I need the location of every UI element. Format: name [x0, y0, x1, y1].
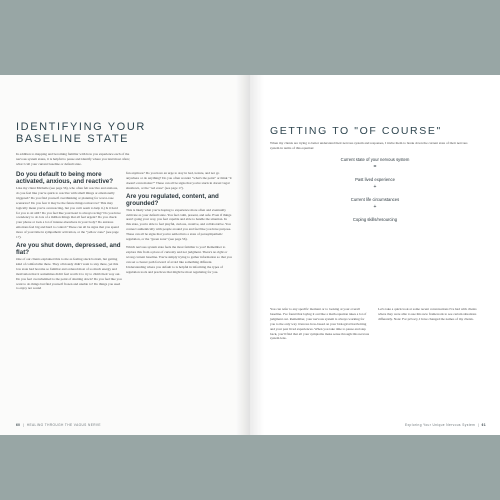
equation-operator-plus-2: + [373, 204, 377, 210]
running-title-left: HEALING THROUGH THE VAGUS NERVE [26, 423, 101, 427]
right-column-1-paragraph: You can refer to any specific moment or to looking at your overall baseline. I've found that laying it out like a math equation takes a lot of judgment out. Remember, your nervous system is always working for you to the only way it knows how-based on your biological hardwiring and your past lived experiences. When you take time to pause and step back, you'll find that all your symptoms make sense through this nervous system lens. [270, 307, 370, 341]
equation-operator-plus-1: + [373, 184, 377, 190]
equation-flow [270, 157, 480, 223]
paragraph-regulated: This is likely what you're hoping to experience more often and eventually cultivate as your default state. You feel calm, present, and safe. Even if things aren't going your way, you feel capable and able to handle the situation. In this state, you're able to feel playful, curious, creative, and collaborative. You connect authentically with people around you and feel like you have purpose. These can all be signs that you're settled into a state of parasympathetic regulation, or the "green zone" (see page 56). [126, 207, 232, 242]
footer-separator: | [21, 423, 26, 427]
left-column-1 [16, 171, 122, 291]
equation-item-coping-skills: Coping skills/resourcing [352, 217, 398, 222]
page-number-right: 61 [481, 423, 486, 427]
subhead-shutdown: Are you shut down, depressed, and flat? [16, 241, 121, 256]
left-footer [16, 423, 101, 427]
right-footer [405, 423, 486, 427]
page-number-left: 60 [16, 423, 21, 427]
right-page [250, 75, 500, 435]
heading-line-1: IDENTIFYING YOUR [16, 121, 146, 133]
left-intro-paragraph: In addition to mapping and becoming familiar with how you experience each of the nervous system states, it is helpful to pause and identify where you land most often; what I call your current baseline or default state. [16, 152, 130, 166]
gutter-shadow [236, 75, 250, 435]
gutter-shadow [250, 75, 264, 435]
paragraph-activated: Like my client Michelle (see page 56), who often felt reactive and anxious, do you feel like you're quick to reactive with small things or emotionally triggered? Do you find yourself overthinking or planning for worst-case scenarios? Do you fear it may be the future things tomorrow? This may logically mean you're overreacting, but you can't seem to help it.) Is it hard for you to sit still? Do you feel like your heart is always racing? Do you have a tendency to do lots of a million things that all feel urgent? Do you check your phone or look a lot of intense elsewhere in your body? Do anxious emotions feel big and hard to control? These can all be signs that you spend more of your time in sympathetic activation, or the "yellow zone" (see page 17). [16, 186, 121, 240]
paragraph-which-state: Which nervous system state feels the most familiar to you? Remember to explore this from a place of curiosity and not judgment. There's no right or wrong current baseline. You're simply trying to gather information so that you can set a clearer path forward of avoid like something different. Understanding where you default to is helpful in informing the types of regulation tools and practices that might be most regulating for you. [126, 244, 232, 274]
book-spread [0, 75, 500, 435]
heading-line-2: BASELINE STATE [16, 133, 130, 145]
equation-item-current-state: Current state of your nervous system [340, 157, 410, 162]
right-intro-paragraph: When my clients are trying to better understand their nervous system and responses, I invite them to break down the current state of their nervous system in terms of this equation: [270, 141, 468, 150]
left-column-2 [126, 171, 232, 274]
left-page-heading [16, 121, 146, 145]
equation-operator-equals: = [373, 164, 377, 170]
running-title-right: Exploring Your Unique Nervous System [405, 423, 476, 427]
subhead-activated: Do you default to being more activated, anxious, and reactive? [16, 171, 113, 185]
right-column-2-paragraph: Let's take a quick look at some recent conversations I've had with clients where they were able to use this new framework to see certain situations differently. Note: For privacy, I have changed the names of my clients. [378, 307, 477, 321]
left-page [0, 75, 250, 435]
footer-separator: | [476, 423, 481, 427]
paragraph-shutdown-cont: fun anymore? Do you have an urge to stay in bed, isolate, and not go anywhere or do anything? Do you often wonder "what's the point" or think "it doesn't even matter?" These can all be signs that you're stuck in dorsal vagal shutdown, or the "red zone" (see page 17). [126, 171, 232, 190]
equation-item-past-experience: Past lived experience [355, 177, 395, 182]
equation-item-life-circumstances: Current life circumstances [350, 197, 400, 202]
right-page-heading: GETTING TO "OF COURSE" [270, 125, 442, 137]
paragraph-shutdown: One of our clients explained this to me as feeling stuck bottom, but getting kind of comfortable there. They obviously didn't want to stay there, yet this low state had become so familiar and ordered most of so much energy and motivation that it sometimes didn't feel worth it to try to climb their way out. Do you feel overwhelmed to the point of shutting down? Do you feel like you want to do things but find yourself frozen and unable to? Do things you used to enjoy not sound [16, 256, 122, 291]
subhead-regulated: Are you regulated, content, and grounded? [126, 192, 219, 207]
